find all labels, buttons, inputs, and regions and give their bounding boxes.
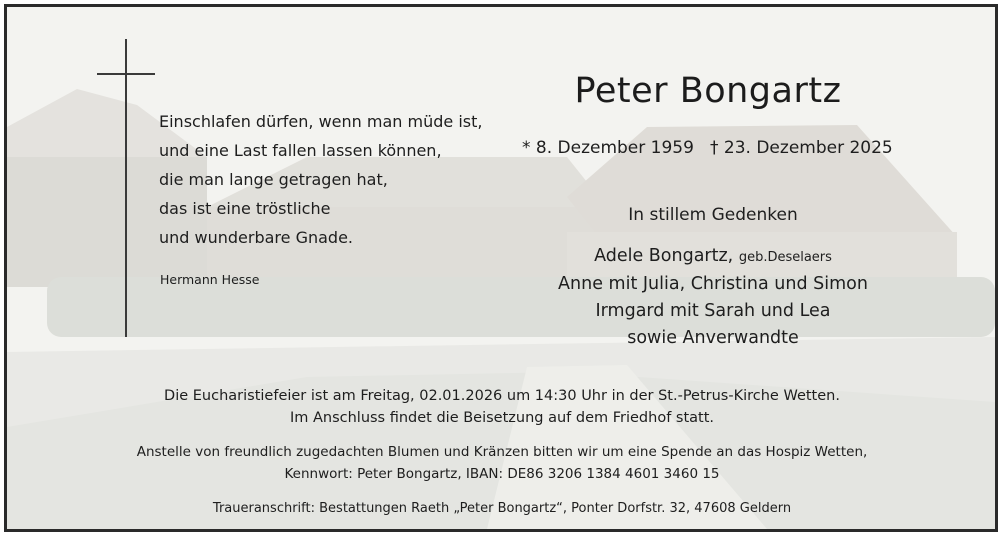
poem-line: Einschlafen dürfen, wenn man müde ist,	[159, 112, 483, 131]
poem-line: das ist eine tröstliche	[159, 199, 331, 218]
spouse-name: Adele Bongartz,	[594, 246, 734, 266]
memorial-heading: In stillem Gedenken	[628, 205, 798, 225]
donation-info	[27, 441, 977, 485]
poem-line: die man lange getragen hat,	[159, 170, 388, 189]
poem-author: Hermann Hesse	[160, 272, 260, 287]
mourning-address: Traueranschrift: Bestattungen Raeth „Peter Bongartz“, Ponter Dorfstr. 32, 47608 Geldern	[212, 501, 792, 516]
mourner-line: Anne mit Julia, Christina und Simon	[558, 274, 868, 294]
mourner-line: Irmgard mit Sarah und Lea	[595, 301, 831, 321]
spouse-maiden-name: geb.Deselaers	[738, 250, 832, 265]
cross-vertical-bar	[125, 39, 127, 337]
service-line: Im Anschluss findet die Beisetzung auf dem Friedhof statt.	[289, 410, 715, 426]
donation-line: Kennwort: Peter Bongartz, IBAN: DE86 3206 1384 4601 3460 15	[284, 466, 720, 482]
mourners-list	[507, 243, 919, 352]
poem	[159, 107, 482, 252]
poem-line: und eine Last fallen lassen können,	[159, 141, 442, 160]
death-date: † 23. Dezember 2025	[710, 138, 893, 158]
donation-line: Anstelle von freundlich zugedachten Blumen und Kränzen bitten wir um eine Spende an das Hospiz Wetten,	[136, 444, 868, 460]
obituary-frame	[4, 4, 998, 532]
birth-date: * 8. Dezember 1959	[522, 138, 694, 158]
deceased-name: Peter Bongartz	[574, 71, 842, 111]
cross-horizontal-bar	[97, 73, 155, 75]
poem-line: und wunderbare Gnade.	[159, 228, 354, 247]
mourner-spouse	[507, 243, 919, 271]
mourner-line: sowie Anverwandte	[627, 328, 799, 348]
service-line: Die Eucharistiefeier ist am Freitag, 02.01.2026 um 14:30 Uhr in der St.-Petrus-Kirche Wetten.	[164, 388, 840, 404]
service-info	[27, 385, 977, 429]
